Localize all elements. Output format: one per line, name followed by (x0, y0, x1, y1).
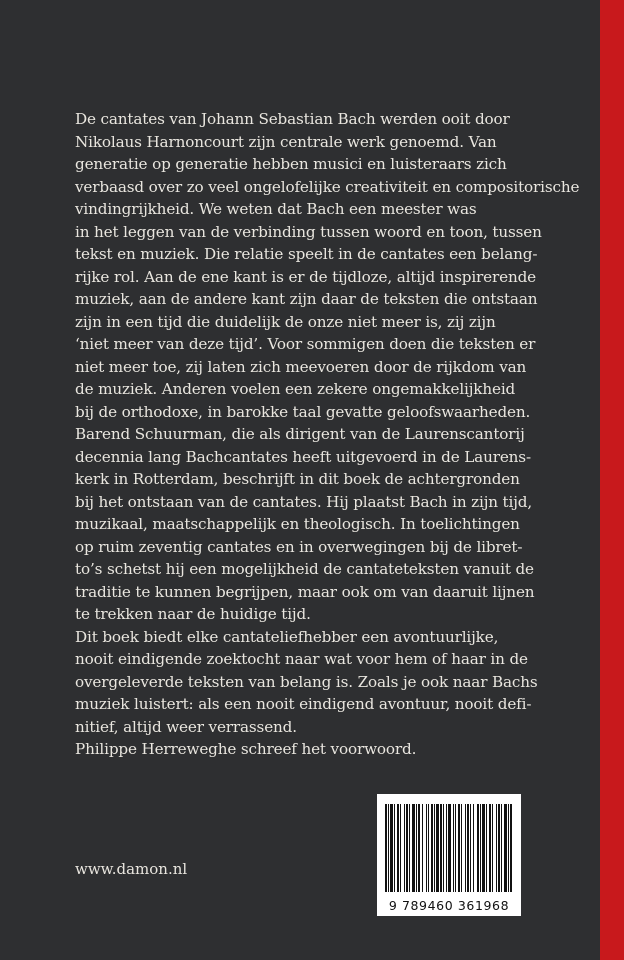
blurb-line: muzikaal, maatschappelijk en theologisch. In toelichtingen (75, 515, 520, 533)
blurb-line: vindingrijkheid. We weten dat Bach een meester was (75, 200, 477, 218)
blurb-line: verbaasd over zo veel ongelofelijke creativiteit en compositorische (75, 177, 580, 196)
isbn-digits: 9 789460 361968 (388, 898, 510, 913)
blurb-line: decennia lang Bachcantates heeft uitgevoerd in de Laurens- (75, 447, 531, 466)
blurb-line: op ruim zeventig cantates en in overwegingen bij de libret- (75, 537, 523, 556)
blurb-line: nitief, altijd weer verrassend. (75, 717, 297, 736)
blurb-line: Dit boek biedt elke cantateliefhebber een avontuurlijke, (75, 627, 499, 646)
blurb-line: rijke rol. Aan de ene kant is er de tijdloze, altijd inspirerende (75, 267, 536, 286)
barcode-bars (385, 804, 513, 892)
blurb-line: generatie op generatie hebben musici en luisteraars zich (75, 155, 507, 173)
blurb-line: zijn in een tijd die duidelijk de onze niet meer is, zij zijn (75, 312, 496, 331)
blurb-line: kerk in Rotterdam, beschrijft in dit boek de achtergronden (75, 470, 520, 488)
publisher-website: www.damon.nl (75, 860, 188, 878)
blurb-line: ‘niet meer van deze tijd’. Voor sommigen doen die teksten er (75, 335, 536, 353)
blurb-line: Nikolaus Harnoncourt zijn centrale werk genoemd. Van (75, 132, 497, 151)
blurb-line: bij het ontstaan van de cantates. Hij plaatst Bach in zijn tijd, (75, 492, 533, 511)
blurb-text (75, 108, 595, 761)
blurb-line: tekst en muziek. Die relatie speelt in de cantates een belang- (75, 245, 538, 263)
isbn-barcode (377, 794, 521, 916)
blurb-line: overgeleverde teksten van belang is. Zoals je ook naar Bachs (75, 672, 538, 691)
blurb-line: Barend Schuurman, die als dirigent van de Laurenscantorij (75, 425, 525, 443)
blurb-line: in het leggen van de verbinding tussen woord en toon, tussen (75, 222, 542, 241)
blurb-line: te trekken naar de huidige tijd. (75, 605, 311, 623)
blurb-line: nooit eindigende zoektocht naar wat voor hem of haar in de (75, 650, 528, 668)
blurb-line: Philippe Herreweghe schreef het voorwoord. (75, 740, 417, 758)
blurb-line: niet meer toe, zij laten zich meevoeren door de rijkdom van (75, 357, 527, 376)
blurb-line: muziek, aan de andere kant zijn daar de teksten die ontstaan (75, 290, 538, 308)
blurb-line: bij de orthodoxe, in barokke taal gevatte geloofswaarheden. (75, 402, 531, 421)
blurb-line: traditie te kunnen begrijpen, maar ook om van daaruit lijnen (75, 582, 535, 601)
blurb-line: De cantates van Johann Sebastian Bach werden ooit door (75, 110, 510, 128)
blurb-line: to’s schetst hij een mogelijkheid de cantateteksten vanuit de (75, 560, 534, 578)
blurb-line: muziek luistert: als een nooit eindigend avontuur, nooit defi- (75, 695, 532, 713)
blurb-line: de muziek. Anderen voelen een zekere ongemakkelijkheid (75, 380, 516, 398)
spine-red-strip (600, 0, 624, 960)
